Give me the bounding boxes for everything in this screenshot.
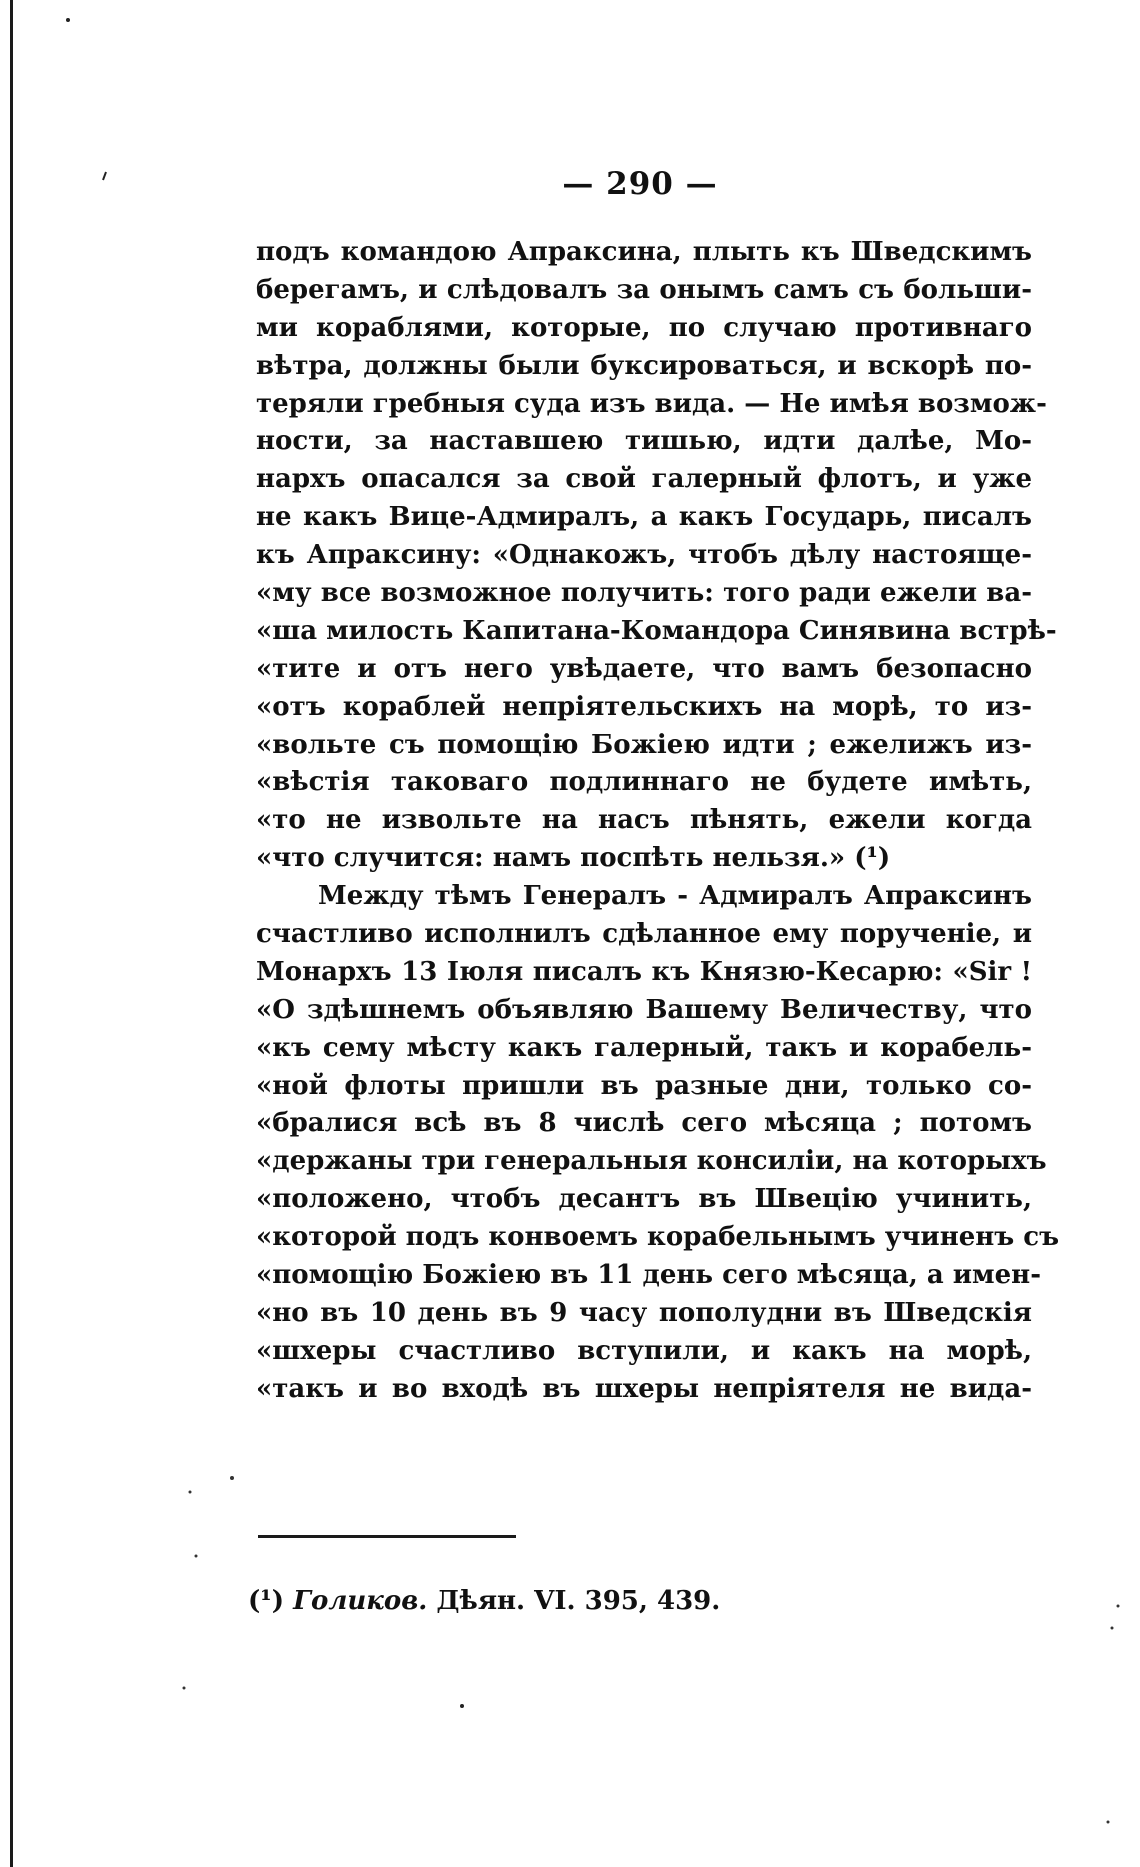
text-line: Монархъ 13 Іюля писалъ къ Князю-Кесарю: «Sir !: [256, 956, 1032, 987]
text-line: «вѣстія таковаго подлиннаго не будете имѣть,: [256, 767, 1032, 798]
speck: [189, 1491, 192, 1494]
footnote-source: Дѣян. VI. 395, 439.: [436, 1586, 721, 1616]
text-line: «такъ и во входѣ въ шхеры непріятеля не вида-: [256, 1373, 1032, 1404]
text-line: нархъ опасался за свой галерный флотъ, и уже: [256, 464, 1032, 495]
speck: [1107, 1821, 1110, 1824]
page-binding-edge: [10, 0, 13, 1867]
text-line: «что случится: намъ поспѣть нельзя.» (¹): [256, 843, 891, 874]
text-line: не какъ Вице-Адмиралъ, а какъ Государь, писалъ: [256, 502, 1032, 533]
footnote: [248, 1586, 720, 1616]
speck: [460, 1704, 464, 1708]
text-line: «му все возможное получить: того ради ежели ва-: [256, 578, 1032, 609]
text-line: ми кораблями, которые, по случаю противнаго: [256, 312, 1032, 343]
speck: [195, 1555, 198, 1558]
text-line: «бралися всѣ въ 8 числѣ сего мѣсяца ; потомъ: [256, 1108, 1032, 1139]
text-line: «О здѣшнемъ объявляю Вашему Величеству, что: [256, 994, 1032, 1025]
speck: [230, 1476, 234, 1480]
text-line: «къ сему мѣсту какъ галерный, такъ и корабель-: [256, 1032, 1032, 1063]
text-line: «помощію Божіею въ 11 день сего мѣсяца, а имен-: [256, 1260, 1042, 1291]
footnote-divider: [258, 1535, 516, 1538]
speck: [1111, 1627, 1114, 1630]
speck: [1117, 1605, 1120, 1608]
text-line: «ной флоты пришли въ разные дни, только со-: [256, 1070, 1032, 1101]
speck: [103, 172, 106, 180]
text-line: подъ командою Апраксина, плыть къ Шведскимъ: [256, 237, 1032, 267]
page-number: — 290 —: [562, 166, 718, 202]
text-line-paragraph-start: Между тѣмъ Генералъ - Адмиралъ Апраксинъ: [318, 881, 1032, 912]
text-line: «держаны три генеральныя консиліи, на которыхъ: [256, 1146, 1047, 1177]
footnote-marker: (¹): [248, 1586, 284, 1616]
text-line: берегамъ, и слѣдовалъ за онымъ самъ съ больши-: [256, 274, 1032, 305]
footnote-author: Голиков.: [293, 1586, 428, 1616]
body-text: [256, 234, 1060, 1409]
text-line: теряли гребныя суда изъ вида. — Не имѣя возмож-: [256, 388, 1047, 419]
text-line: «то не извольте на насъ пѣнять, ежели когда: [256, 805, 1032, 836]
text-line: «тите и отъ него увѣдаете, что вамъ безопасно: [256, 653, 1032, 684]
speck: [183, 1687, 186, 1690]
text-line: «положено, чтобъ десантъ въ Швецію учинить,: [256, 1184, 1032, 1215]
text-line: «ша милость Капитана-Командора Синявина встрѣ-: [256, 615, 1057, 646]
text-line: вѣтра, должны были буксироваться, и вскорѣ по-: [256, 350, 1032, 381]
text-line: «вольте съ помощію Божіею идти ; ежелижъ из-: [256, 729, 1032, 760]
text-line: ности, за наставшею тишью, идти далѣе, Мо-: [256, 426, 1032, 457]
text-line: «но въ 10 день въ 9 часу пополудни въ Шведскія: [256, 1297, 1032, 1328]
text-line: къ Апраксину: «Однакожъ, чтобъ дѣлу настояще-: [256, 540, 1032, 571]
text-line: счастливо исполнилъ сдѣланное ему порученіе, и: [256, 919, 1032, 950]
text-line: «шхеры счастливо вступили, и какъ на морѣ,: [256, 1335, 1032, 1366]
text-line: «которой подъ конвоемъ корабельнымъ учиненъ съ: [256, 1222, 1060, 1253]
text-line: «отъ кораблей непріятельскихъ на морѣ, то из-: [256, 691, 1032, 722]
speck: [66, 18, 70, 22]
